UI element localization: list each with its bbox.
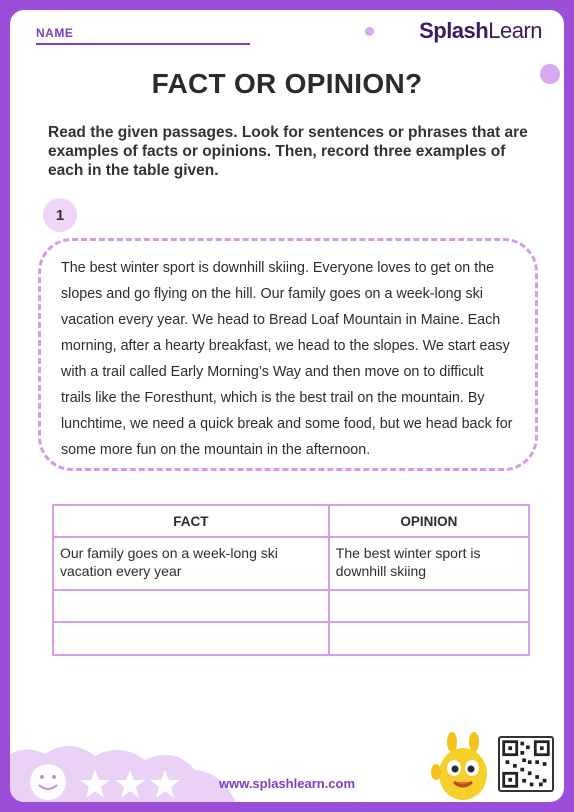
reading-passage: The best winter sport is downhill skiing. Everyone loves to get on the slopes and go flying on the hill. Our family goes on a week-long ski vacation every year. We head to Bread Loaf Mountain in Maine. Each morning, after a hearty breakfast, we head to the slopes. We start easy with a trail called Early Morning’s Way and then move on to difficult trails like the Foresthunt, which is the best trail on the mountain. By lunchtime, we need a quick break and some food, but we head back for some more fun on the mountain in the afternoon. [38,238,538,471]
fact-column-header: FACT [53,505,329,537]
opinion-column-header: OPINION [329,505,529,537]
worksheet-page [10,10,564,802]
table-row [53,622,529,655]
smiley-cloud-icon [10,732,250,802]
instructions: Read the given passages. Look for sentences or phrases that are examples of facts or opinions. Then, record three examples of each in the table given. [48,124,528,179]
fact-opinion-table [52,504,530,656]
fact-cell[interactable] [53,622,329,655]
table-row [53,537,529,590]
brand-logo [419,18,542,44]
question-number: 1 [43,198,77,232]
table-header-row [53,505,529,537]
opinion-cell[interactable] [329,590,529,622]
table-row [53,590,529,622]
footer-url[interactable]: www.splashlearn.com [218,776,356,791]
name-label: NAME [36,26,74,40]
name-line[interactable] [36,43,250,45]
fact-cell[interactable]: Our family goes on a week-long ski vacation every year [53,537,329,590]
opinion-cell[interactable]: The best winter sport is downhill skiing [329,537,529,590]
page-title: FACT OR OPINION? [151,68,423,99]
brand-learn: Learn [488,18,542,43]
qr-code-icon [498,736,554,792]
fact-cell[interactable] [53,590,329,622]
decor-dot-small [365,27,374,36]
brand-splash: Splash [419,18,489,43]
opinion-cell[interactable] [329,622,529,655]
